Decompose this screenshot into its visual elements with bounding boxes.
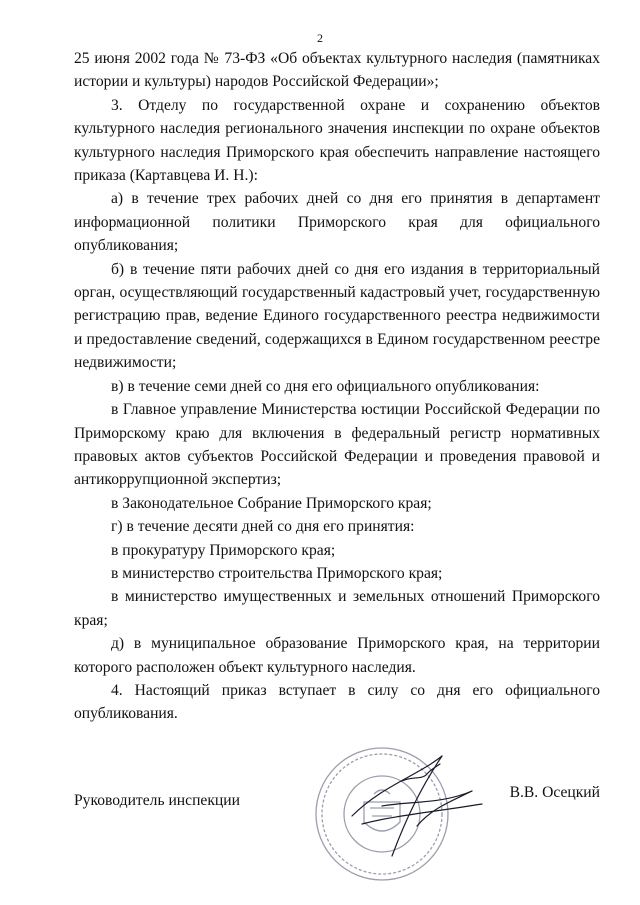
handwritten-signature xyxy=(322,746,502,866)
paragraph-item-3a: а) в течение трех рабочих дней со дня его принятия в департамент информационной политики Приморского края для официального опубликования; xyxy=(74,190,600,255)
paragraph-item-3d: д) в муниципальное образование Приморского края, на территории которого расположен объект культурного наследия. xyxy=(74,635,600,676)
paragraph-legislative-assembly: в Законодательное Собрание Приморского края; xyxy=(111,494,432,512)
paragraph-construction-ministry: в министерство строительства Приморского края; xyxy=(111,564,443,582)
paragraph-item-4: 4. Настоящий приказ вступает в силу со дня его официального опубликования. xyxy=(74,681,600,723)
signer-title: Руководитель инспекции xyxy=(74,792,240,809)
document-body xyxy=(74,47,600,726)
paragraph-item-3g: г) в течение десяти дней со дня его принятия: xyxy=(111,518,415,536)
paragraph-prosecutor: в прокуратуру Приморского края; xyxy=(111,541,336,559)
paragraph-item-3v: в) в течение семи дней со дня его официального опубликования: xyxy=(111,377,540,395)
signer-name: В.В. Осецкий xyxy=(509,784,600,801)
page-number: 2 xyxy=(317,31,323,45)
signature-block xyxy=(74,784,600,879)
paragraph-item-3b: б) в течение пяти рабочих дней со дня его издания в территориальный орган, осуществляющий государственный кадастровый учет, государственную регистрацию прав, ведение Единого государственного реестра недвижимости и предоставление сведений, содержащихся в Едином государственном реестре недвижимости; xyxy=(74,260,600,372)
paragraph-law-reference: 25 июня 2002 года № 73-ФЗ «Об объектах культурного наследия (памятниках истории и культуры) народов Российской Федерации»; xyxy=(74,50,600,91)
paragraph-ministry-justice: в Главное управление Министерства юстиции Российской Федерации по Приморскому краю для включения в федеральный регистр нормативных правовых актов субъектов Российской Федерации и проведения правовой и антикоррупционной экспертиз; xyxy=(74,401,600,489)
paragraph-item-3: 3. Отделу по государственной охране и сохранению объектов культурного наследия регионального значения инспекции по охране объектов культурного наследия Приморского края обеспечить направление настоящего приказа (Картавцева И. Н.): xyxy=(74,96,600,185)
paragraph-property-ministry: в министерство имущественных и земельных отношений Приморского края; xyxy=(74,588,600,629)
